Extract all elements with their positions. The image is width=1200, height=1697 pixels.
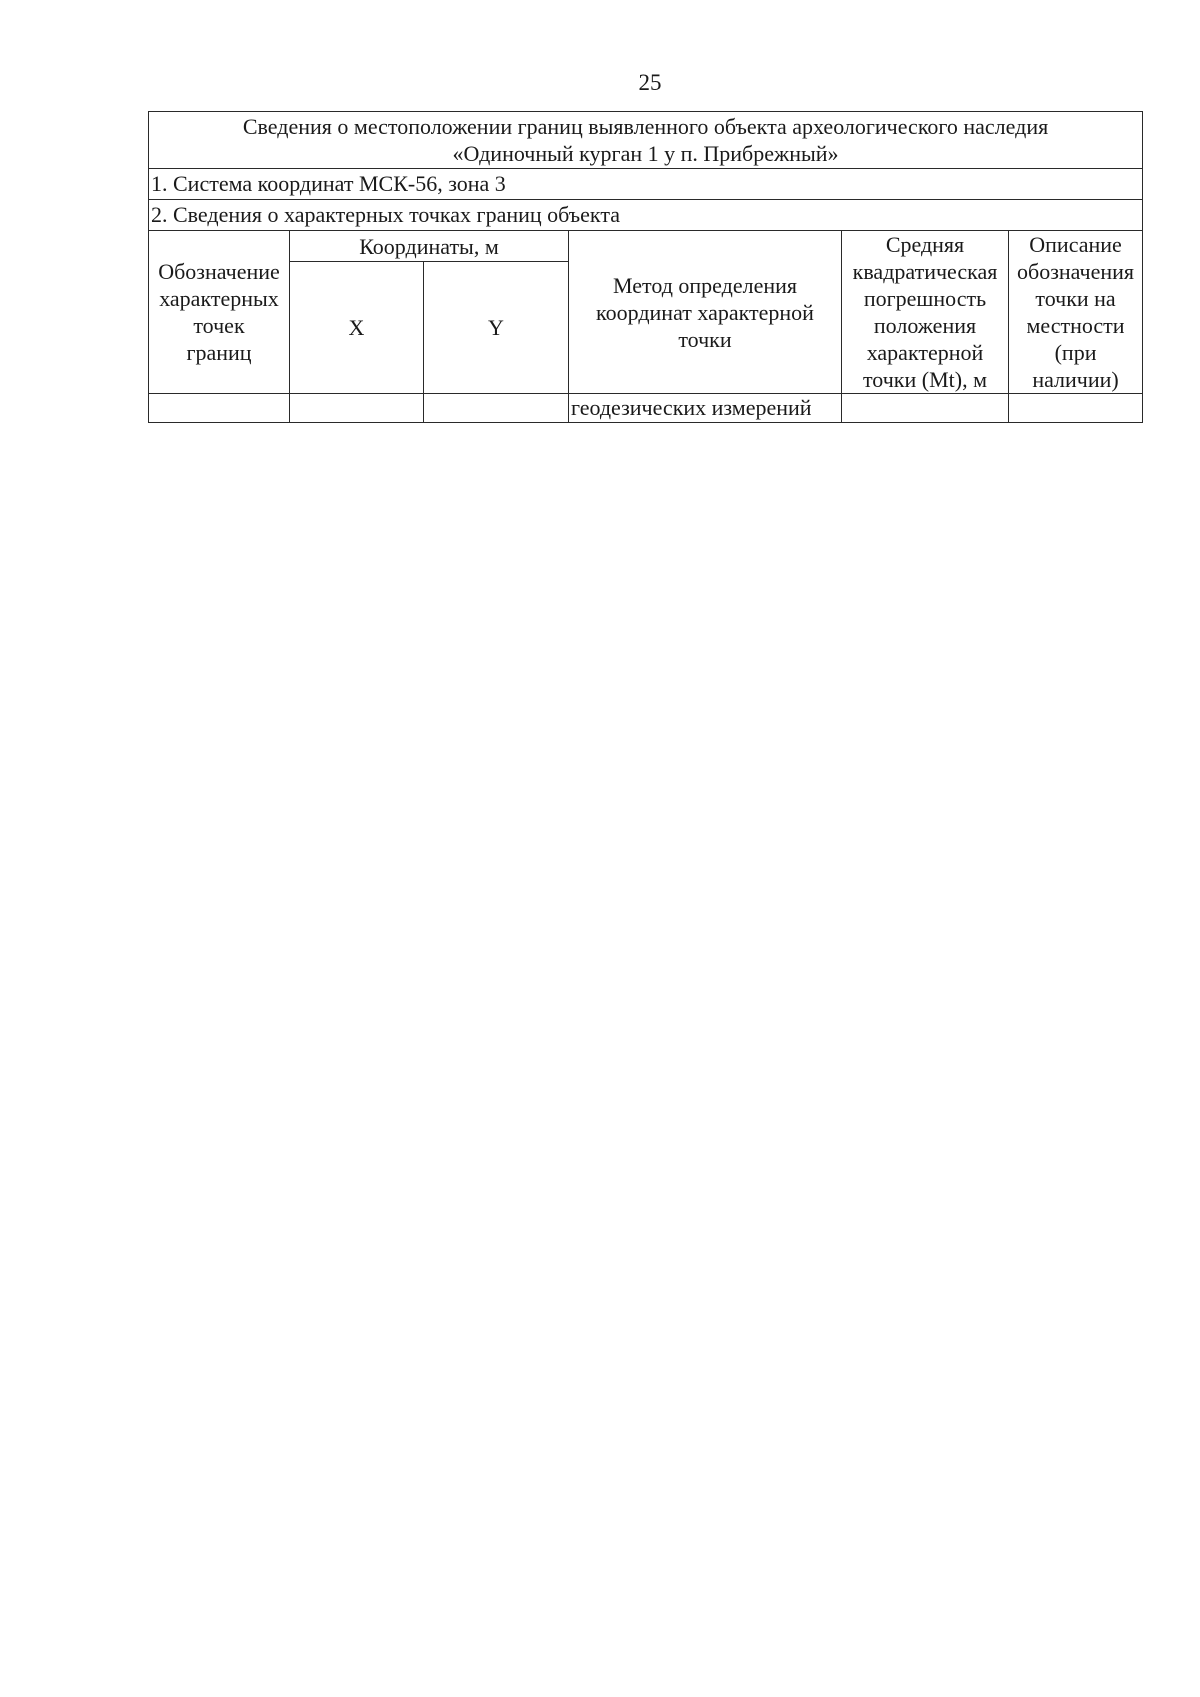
- header-y: Y: [424, 262, 569, 394]
- table-row: [149, 394, 1143, 423]
- table-title-line-1: Сведения о местоположении границ выявленного объекта археологического наследия: [242, 114, 1049, 139]
- cell-point: [149, 394, 290, 423]
- table-title-line-2: «Одиночный курган 1 у п. Прибрежный»: [452, 141, 839, 166]
- section-coordinate-system: 1. Система координат МСК-56, зона 3: [149, 169, 1143, 200]
- header-accuracy: Средняя квадратическая погрешность положения характерной точки (Mt), м: [842, 231, 1009, 394]
- header-method: Метод определения координат характерной точки: [569, 231, 842, 394]
- table-title: [149, 112, 1143, 169]
- cell-description: [1009, 394, 1143, 423]
- cell-accuracy: [842, 394, 1009, 423]
- page-number: 25: [638, 70, 662, 95]
- cell-method: геодезических измерений: [569, 394, 842, 423]
- header-description: Описание обозначения точки на местности (при наличии): [1009, 231, 1143, 394]
- header-x: X: [290, 262, 424, 394]
- header-coordinates: Координаты, м: [290, 231, 569, 262]
- header-point-designation: Обозначение характерных точек границ: [149, 231, 290, 394]
- section-boundary-points: 2. Сведения о характерных точках границ объекта: [149, 200, 1143, 231]
- cell-x: [290, 394, 424, 423]
- boundary-table: [148, 111, 1143, 423]
- cell-y: [424, 394, 569, 423]
